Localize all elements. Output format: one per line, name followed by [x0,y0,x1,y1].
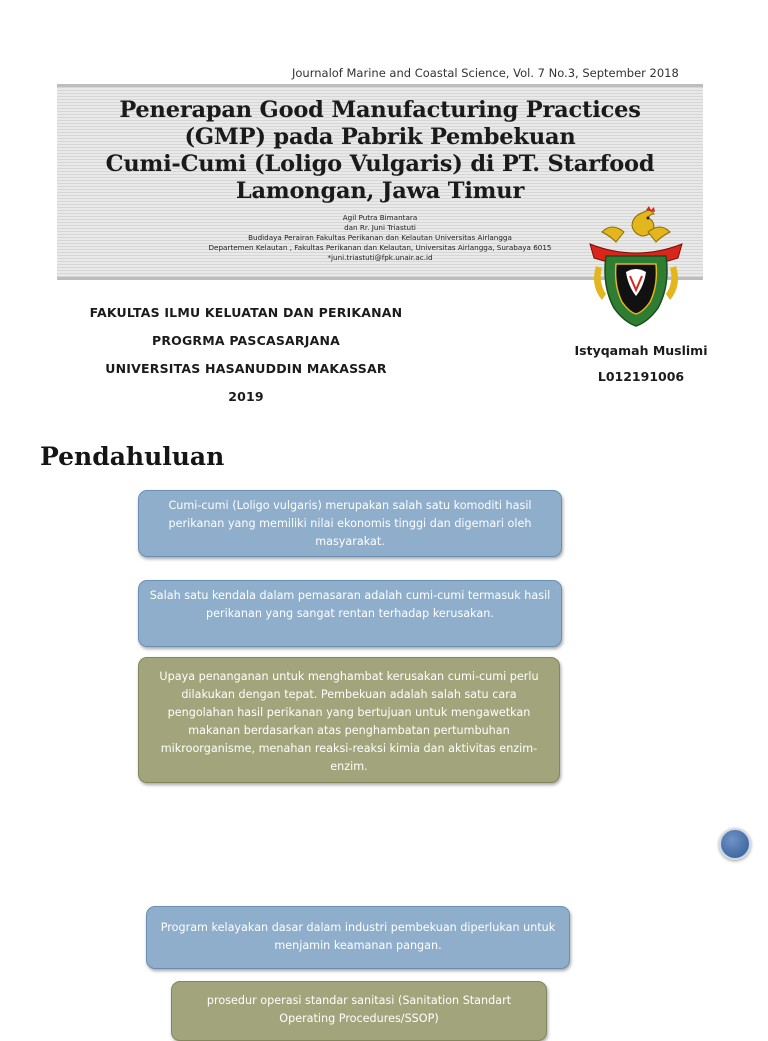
paper-title-line: Lamongan, Jawa Timur [235,178,525,204]
presenter-name: Istyqamah Muslimi [574,343,708,358]
gmp-box-1: Program kelayakan dasar dalam industri pembekuan diperlukan untuk menjamin keamanan pangan. [146,906,570,969]
author-line: Agil Putra Bimantara [342,213,418,222]
intro-box-3: Upaya penanganan untuk menghambat kerusakan cumi-cumi perlu dilakukan dengan tepat. Pembekuan adalah salah satu cara pengolahan hasil perikanan yang bertujuan untuk mengawetkan makanan berdasarkan atas penghambatan pertumbuhan mikroorganisme, menahan reaksi-reaksi kimia dan aktivitas enzim-enzim. [138,657,560,783]
paper-title-line: (GMP) pada Pabrik Pembekuan [184,124,576,150]
slide-nav-circle-icon[interactable] [719,828,751,860]
paper-title-line: Penerapan Good Manufacturing Practices [119,97,641,123]
author-line: *juni.triastuti@fpk.unair.ac.id [327,253,433,262]
paper-title [57,97,703,205]
presenter-info [566,342,716,394]
paper-title-line: Cumi-Cumi (Loligo Vulgaris) di PT. Starfood [105,151,655,177]
faculty-info [60,304,432,416]
journal-citation: Journalof Marine and Coastal Science, Vol. 7 No.3, September 2018 [292,66,679,80]
intro-box-1: Cumi-cumi (Loligo vulgaris) merupakan salah satu komoditi hasil perikanan yang memiliki nilai ekonomis tinggi dan digemari oleh masyarakat. [138,490,562,557]
author-line: Budidaya Perairan Fakultas Perikanan dan Kelautan Universitas Airlangga [248,233,512,242]
faculty-line: 2019 [228,389,264,404]
author-line: Departemen Kelautan , Fakultas Perikanan dan Kelautan, Universitas Airlangga, Surabaya 6015 [208,243,552,252]
faculty-line: FAKULTAS ILMU KELUATAN DAN PERIKANAN [89,305,403,320]
gmp-box-2: prosedur operasi standar sanitasi (Sanitation Standart Operating Procedures/SSOP) [171,981,547,1041]
faculty-line: UNIVERSITAS HASANUDDIN MAKASSAR [105,361,387,376]
presenter-id: L012191006 [597,369,685,384]
intro-box-2: Salah satu kendala dalam pemasaran adalah cumi-cumi termasuk hasil perikanan yang sangat rentan terhadap kerusakan. [138,580,562,647]
section-title: Pendahuluan [40,442,225,471]
university-crest-icon [586,206,686,328]
author-line: dan Rr. Juni Triastuti [344,223,416,232]
faculty-line: PROGRMA PASCASARJANA [151,333,341,348]
